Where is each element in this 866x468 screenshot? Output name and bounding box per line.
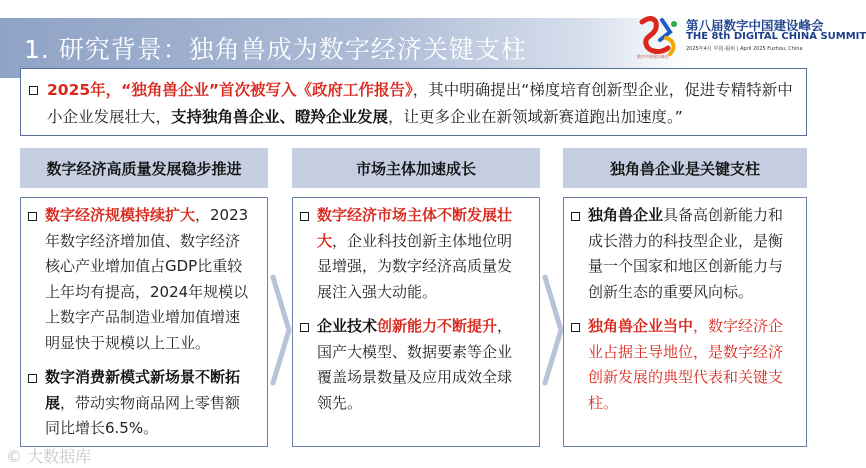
list-item-line: 年数字经济增加值、数字经济 (45, 231, 241, 250)
list-item-line: 成长潜力的科技型企业，是衡 (588, 231, 784, 250)
watermark-logo-icon: © (6, 447, 22, 466)
item-text: ，带动实物商品网上零售额 (60, 393, 241, 412)
list-item-line: 量一个国家和地区创新能力与 (588, 257, 784, 275)
list-item-line (45, 391, 267, 417)
intro-text (47, 77, 807, 131)
list-item-line: 创新发展的典型代表和关键支 (588, 368, 784, 386)
item-highlight: 大 (317, 231, 333, 250)
square-bullet-icon (571, 212, 580, 221)
column-box-unicorn (563, 197, 807, 447)
list-item (45, 365, 267, 391)
list-item-line: 业占据主导地位，是数字经济 (588, 342, 784, 361)
item-text: ，2023 (195, 206, 249, 224)
intro-text-end: ，让更多企业在新领域新赛道跑出加速度。” (388, 108, 683, 126)
summit-title-en: THE 8th DIGITAL CHINA SUMMIT (686, 31, 866, 42)
item-bold: 展 (45, 393, 61, 412)
chevron-right-icon (542, 275, 564, 385)
page-title: 1. 研究背景：独角兽成为数字经济关键支柱 (24, 35, 527, 64)
column-header-unicorn: 独角兽企业是关键支柱 (563, 148, 807, 188)
list-item-line: 覆盖场景数量及应用成效全球 (317, 368, 513, 386)
list-item (588, 203, 806, 229)
item-bold: 数字消费新模式新场景不断拓 (45, 368, 241, 386)
intro-highlight: 2025年，“独角兽企业”首次被写入《政府工作报告》 (47, 81, 413, 99)
square-bullet-icon (300, 212, 309, 221)
item-text: ， (497, 317, 513, 335)
intro-text-part: ，其中明确提出“梯度培育创新型企业，促进专精特新中小企业发展壮大， (47, 81, 793, 126)
list-item-line (317, 229, 539, 255)
list-item-line: 领先。 (317, 393, 363, 412)
square-bullet-icon (571, 323, 580, 332)
summit-date: 2025年4月 中国·福州 | April 2025 Fuzhou, China (686, 46, 803, 52)
square-bullet-icon (29, 86, 38, 95)
intro-bold: 支持独角兽企业、瞪羚企业发展 (171, 108, 389, 126)
item-highlight: 数字经济市场主体不断发展壮 (317, 206, 513, 224)
list-item-line: 同比增长6.5%。 (45, 419, 159, 437)
watermark-text: 大数据库 (27, 447, 92, 466)
column-box-market (292, 197, 540, 447)
list-item (317, 203, 539, 229)
list-item-line: 展注入强大动能。 (317, 282, 438, 301)
list-item-line: 创新生态的重要风向标。 (588, 282, 754, 301)
item-text: ，企业科技创新主体地位明 (332, 231, 513, 250)
column-box-digital-economy (20, 197, 268, 447)
item-text: ，数字经济企 (693, 317, 784, 335)
item-text: 具备高创新能力和 (663, 206, 784, 224)
item-highlight: 数字经济规模持续扩大 (45, 206, 196, 224)
column-header-digital-economy: 数字经济高质量发展稳步推进 (20, 148, 268, 188)
list-item-line: 明显快于规模以上工业。 (45, 333, 211, 352)
summit-logo (636, 12, 866, 68)
item-bold: 企业技术 (317, 317, 378, 335)
summit-logo-mark-icon (636, 14, 680, 58)
item-highlight: 创新能力不断提升 (377, 317, 498, 335)
list-item (588, 314, 806, 340)
column-header-market: 市场主体加速成长 (292, 148, 540, 188)
item-bold: 独角兽企业 (588, 206, 664, 224)
summit-logo-caption: 数字中国建设峰会 (637, 54, 669, 59)
chevron-right-icon (270, 275, 292, 385)
square-bullet-icon (28, 212, 37, 221)
list-item (45, 203, 267, 229)
summit-title-cn: 第八届数字中国建设峰会 (686, 18, 824, 33)
item-highlight: 独角兽企业当中 (588, 317, 694, 335)
watermark (6, 444, 91, 467)
square-bullet-icon (28, 374, 37, 383)
intro-box (20, 68, 807, 136)
list-item-line: 上年均有提高，2024年规模以 (45, 282, 249, 301)
list-item-line: 上数字产品制造业增加值增速 (45, 308, 241, 326)
list-item-line: 核心产业增加值占GDP比重较 (45, 257, 243, 275)
list-item-line: 国产大模型、数据要素等企业 (317, 342, 513, 361)
list-item-line: 显增强，为数字经济高质量发 (317, 257, 513, 275)
list-item-line: 柱。 (588, 393, 619, 412)
list-item (317, 314, 539, 340)
square-bullet-icon (300, 323, 309, 332)
